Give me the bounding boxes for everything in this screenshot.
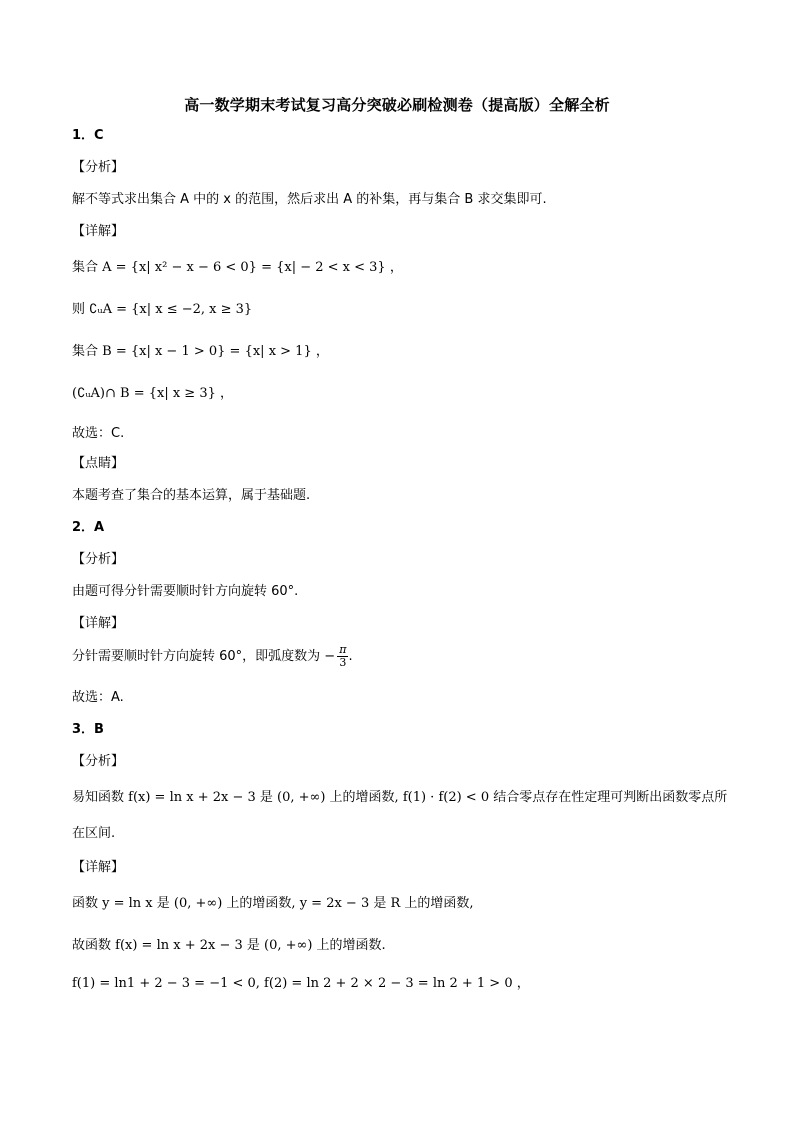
detail-text-main: 分针需要顺时针方向旋转 60°，即弧度数为 − <box>72 649 336 664</box>
fraction-numerator: π <box>339 643 347 656</box>
document-title: 高一数学期末考试复习高分突破必刷检测卷（提高版）全解全析 <box>184 96 610 114</box>
math-line: 集合 A = {x| x² − x − 6 < 0} = {x| − 2 < x < 3} ， <box>72 260 403 275</box>
math-line: f(1) = ln1 + 2 − 3 = −1 < 0, f(2) = ln 2 + 2 × 2 − 3 = ln 2 + 1 > 0 ， <box>72 976 530 991</box>
math-line: 则 ∁ᵤA = {x| x ≤ −2, x ≥ 3} <box>72 302 253 317</box>
math-line: 故函数 f(x) = ln x + 2x − 3 是 (0, +∞) 上的增函数. <box>72 938 386 953</box>
section-heading: 【详解】 <box>72 860 125 875</box>
fraction <box>337 644 348 669</box>
comment-text: 本题考查了集合的基本运算，属于基础题. <box>72 488 311 503</box>
section-heading: 【详解】 <box>72 224 125 239</box>
section-heading: 【分析】 <box>72 160 125 175</box>
answer-text: 故选：A. <box>72 690 124 705</box>
question-number: 2．A <box>72 520 105 535</box>
question-number: 1．C <box>72 128 104 143</box>
fraction-denominator: 3 <box>339 656 347 669</box>
detail-text <box>72 644 353 669</box>
answer-text: 故选：C. <box>72 426 125 441</box>
section-heading: 【分析】 <box>72 552 125 567</box>
analysis-text: 解不等式求出集合 A 中的 x 的范围，然后求出 A 的补集，再与集合 B 求交集即可. <box>72 192 547 207</box>
analysis-text: 在区间. <box>72 826 116 841</box>
analysis-text: 由题可得分针需要顺时针方向旋转 60°. <box>72 584 299 599</box>
section-heading: 【分析】 <box>72 754 125 769</box>
math-line: 集合 B = {x| x − 1 > 0} = {x| x > 1} ， <box>72 344 329 359</box>
math-line: (∁ᵤA)∩ B = {x| x ≥ 3} ， <box>72 386 234 401</box>
math-line: 易知函数 f(x) = ln x + 2x − 3 是 (0, +∞) 上的增函数, f(1) · f(2) < 0 结合零点存在性定理可判断出函数零点所 <box>72 790 728 805</box>
section-heading: 【点睛】 <box>72 456 125 471</box>
section-heading: 【详解】 <box>72 616 125 631</box>
detail-text-end: . <box>348 649 353 664</box>
question-number: 3．B <box>72 722 104 737</box>
math-line: 函数 y = ln x 是 (0, +∞) 上的增函数, y = 2x − 3 是 R 上的增函数, <box>72 896 474 911</box>
